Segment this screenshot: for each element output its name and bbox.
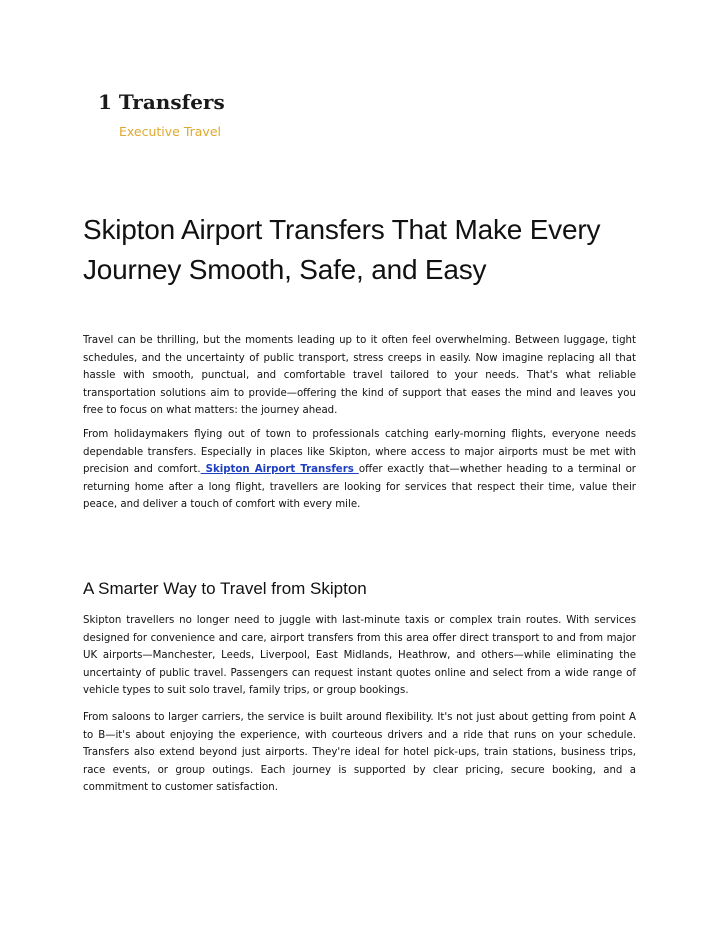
transfers-paragraph: [83, 426, 636, 514]
paragraph-text-after-link: offer exactly that—whether heading to a terminal or returning home after a long flight, travellers are looking for services that respect their time, value their peace, and deliver a touch of comfort with every mile.: [83, 464, 636, 511]
intro-paragraph: Travel can be thrilling, but the moments leading up to it often feel overwhelming. Between luggage, tight schedules, and the uncertainty of public transport, stress creeps in easily. Now imagine replacing all that hassle with smooth, punctual, and comfortable travel tailored to your needs. That's what reliable transportation solutions aim to provide—offering the kind of support that eases the mind and leaves you free to focus on what matters: the journey ahead.: [83, 335, 636, 417]
section-heading: A Smarter Way to Travel from Skipton: [83, 579, 367, 598]
paragraph-text-before-link: From holidaymakers flying out of town to professionals catching early-morning flights, everyone needs dependable transfers. Especially in places like Skipton, where access to major airports must be met with precision and comfort.: [83, 429, 636, 476]
brand-block: [98, 88, 225, 141]
skipton-airport-transfers-link[interactable]: Skipton Airport Transfers: [200, 464, 359, 476]
page-title: Skipton Airport Transfers That Make Every Journey Smooth, Safe, and Easy: [83, 214, 601, 285]
brand-tagline: Executive Travel: [119, 124, 221, 139]
section-paragraph-1: Skipton travellers no longer need to juggle with last-minute taxis or complex train routes. With services designed for convenience and care, airport transfers from this area offer direct transport to and from major UK airports—Manchester, Leeds, Liverpool, East Midlands, Heathrow, and others—while eliminating the uncertainty of public travel. Passengers can request instant quotes online and select from a wide range of vehicle types to suit solo travel, family trips, or group bookings.: [83, 615, 636, 697]
brand-name: 1 Transfers: [98, 90, 225, 114]
section-paragraph-2: From saloons to larger carriers, the service is built around flexibility. It's not just about getting from point A to B—it's about enjoying the experience, with courteous drivers and a ride that runs on your schedule. Transfers also extend beyond just airports. They're ideal for hotel pick-ups, train stations, business trips, race events, or group outings. Each journey is supported by clear pricing, secure booking, and a commitment to customer satisfaction.: [83, 712, 636, 794]
